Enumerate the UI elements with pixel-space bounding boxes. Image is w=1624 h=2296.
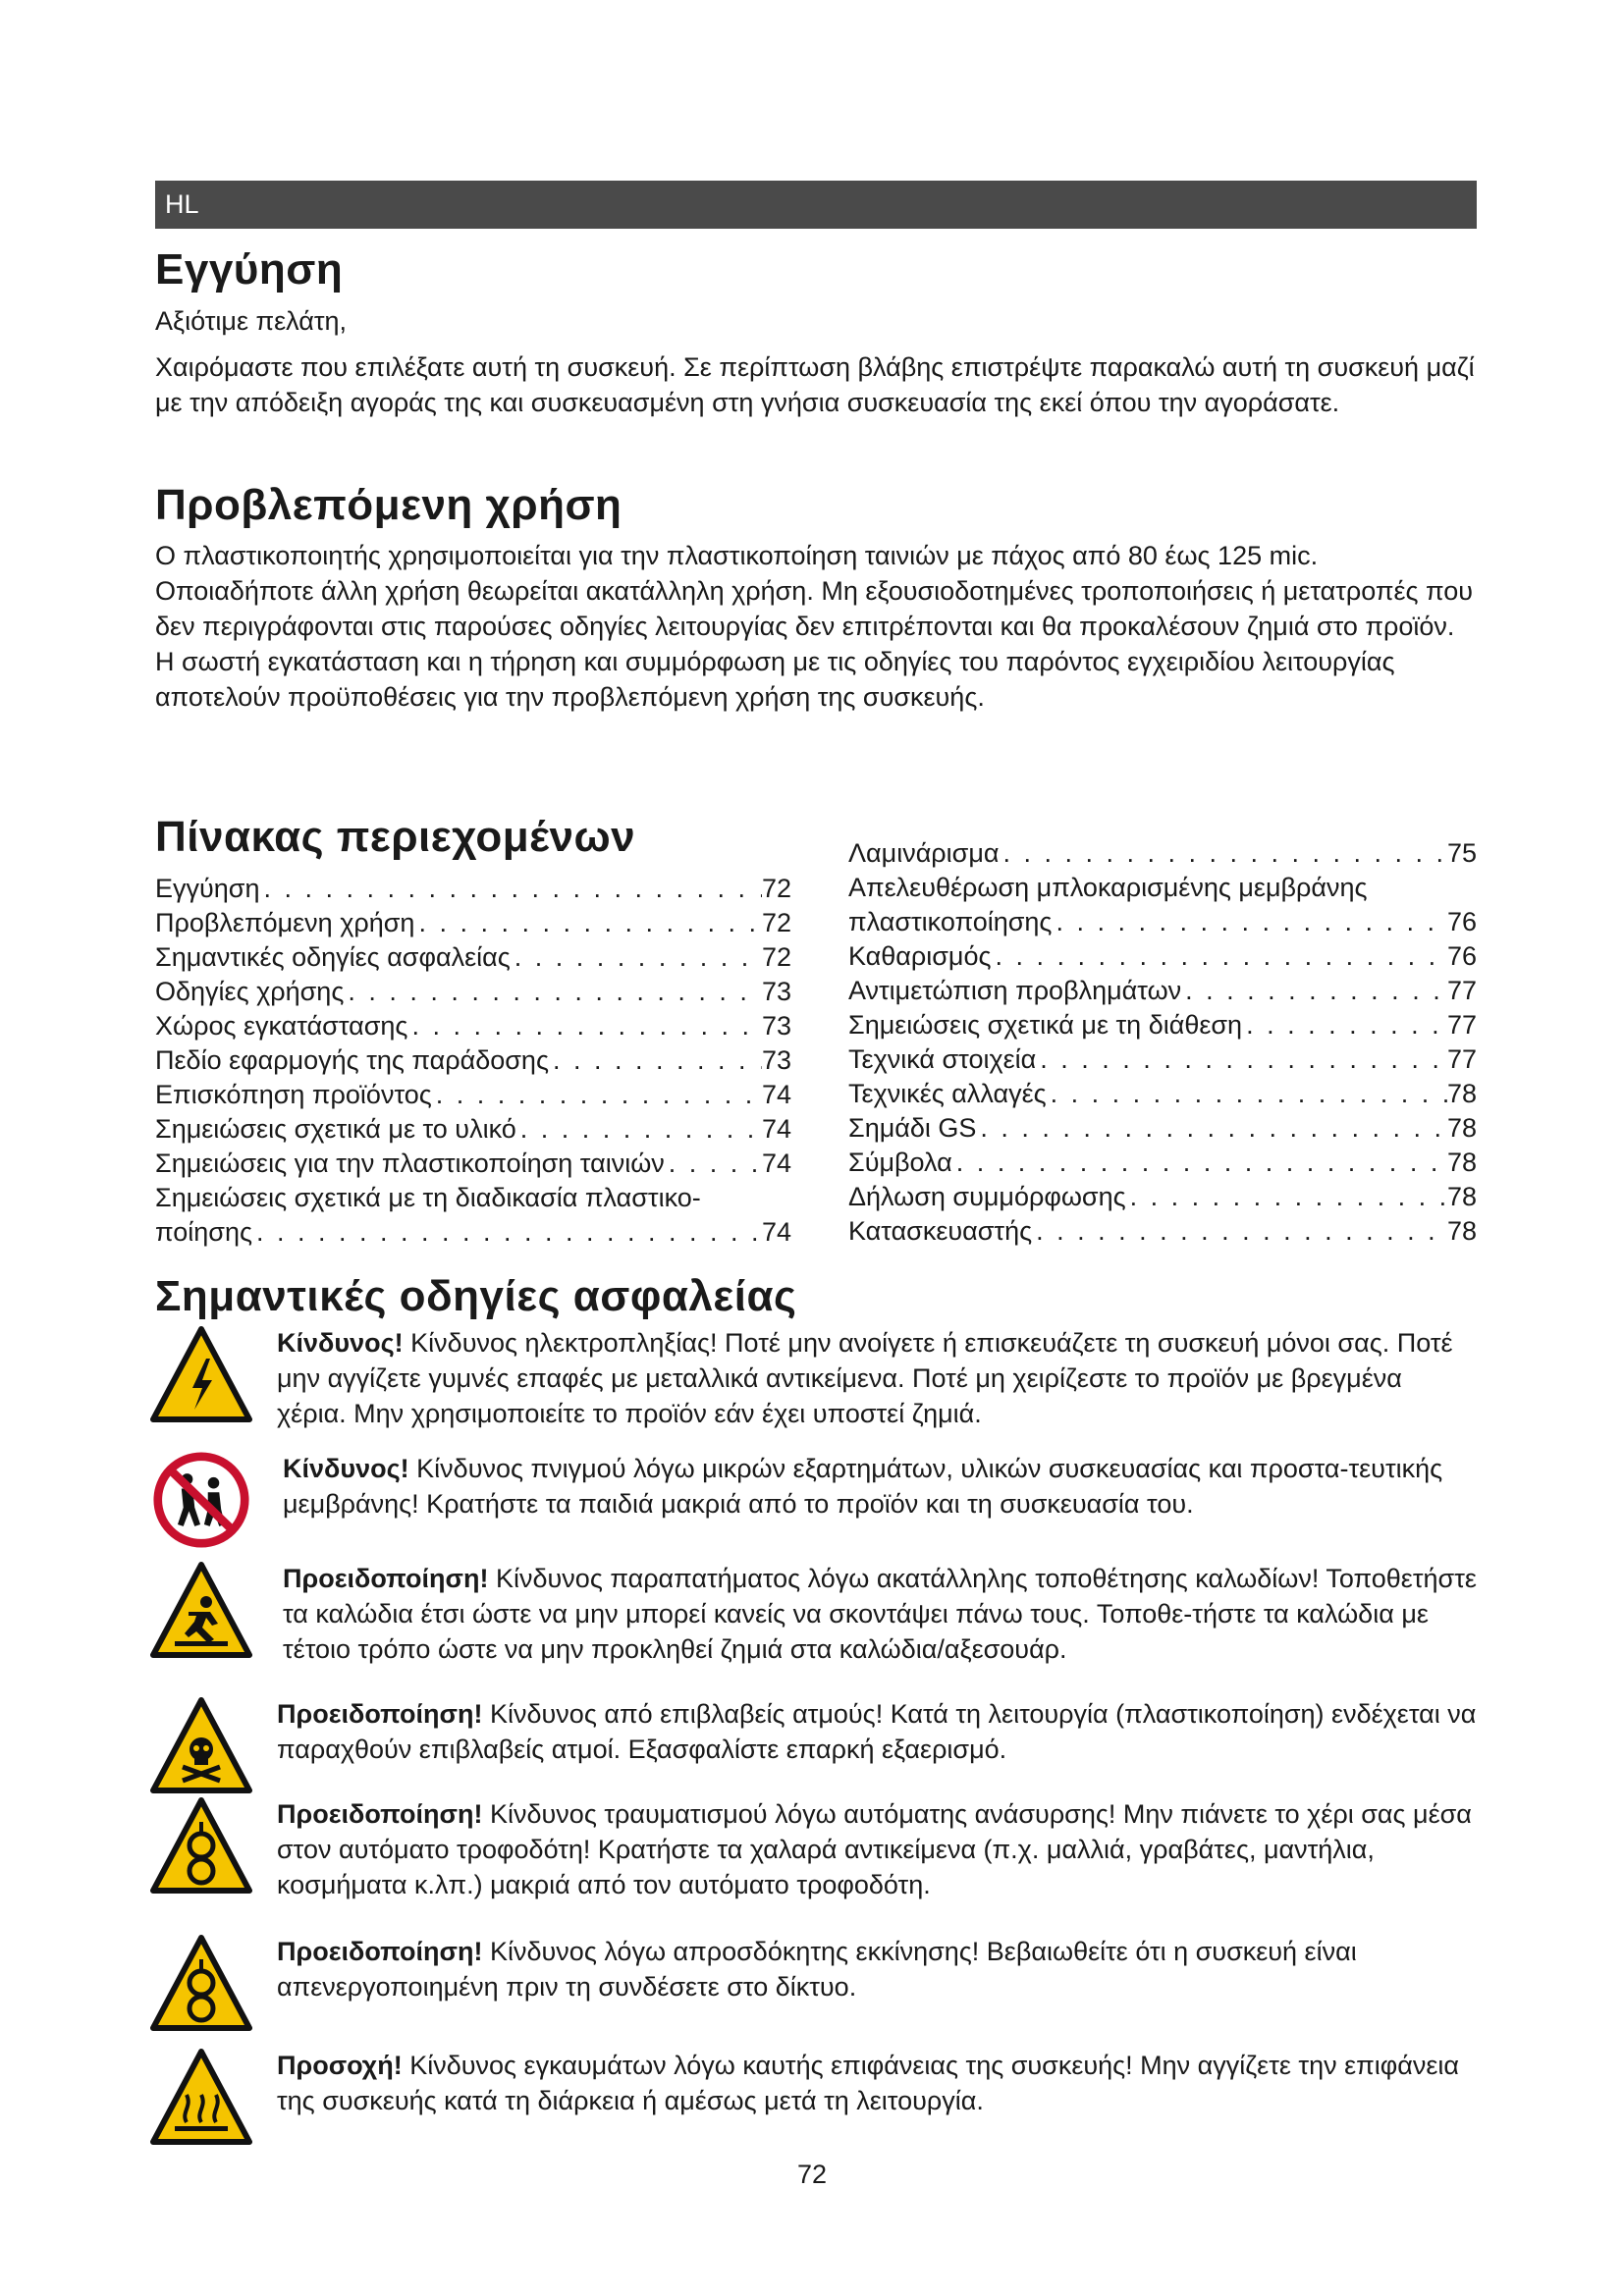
toc-entry[interactable]: Σημειώσεις σχετικά με το υλικό . . . 74 [155,1112,791,1147]
toc-entry[interactable]: Σημειώσεις για την πλαστικοποίηση ταινιών . . . 74 [155,1147,791,1181]
warning-text: Προσοχή! Κίνδυνος εγκαυμάτων λόγω καυτής επιφάνειας της συσκευής! Μην αγγίζετε την επιφάνεια της συσκευής κατά τη διάρκεια ή αμέσως μετά τη λειτουργία. [277,2051,1460,2115]
toc-entry[interactable]: Σημαντικές οδηγίες ασφαλείας . . . 72 [155,940,791,975]
toc-entry[interactable]: Καθαρισμός . . . 76 [848,939,1477,974]
page-number: 72 [796,2160,828,2189]
toc-entry[interactable]: Σημάδι GS . . . 78 [848,1111,1477,1146]
trip-hazard-warning-icon [149,1561,253,1659]
safety-warning-electric [149,1325,1479,1431]
language-code: HL [165,189,199,219]
toc-entry[interactable]: Τεχνικά στοιχεία . . . 77 [848,1042,1477,1077]
rollers-entanglement-warning-icon [149,1796,253,1895]
toc-entry[interactable]: Πεδίο εφαρμογής της παράδοσης . . . 73 [155,1043,791,1078]
warranty-greeting: Αξιότιμε πελάτη, [155,306,348,336]
toc-entry[interactable]: ποίησης . . . 74 [155,1215,791,1250]
no-children-prohibition-icon [149,1451,253,1549]
toc-entry[interactable]: Δήλωση συμμόρφωσης . . . 78 [848,1180,1477,1214]
warning-text: Προειδοποίηση! Κίνδυνος από επιβλαβείς ατμούς! Κατά τη λειτουργία (πλαστικοποίηση) ενδέχεται να παραχθούν επιβλαβείς ατμοί. Εξασφαλίστε επαρκή εξαερισμό. [277,1699,1477,1764]
toc-heading: Πίνακας περιεχομένων [155,813,636,861]
warning-text: Προειδοποίηση! Κίνδυνος παραπατήματος λόγω ακατάλληλης τοποθέτησης καλωδίων! Τοποθετήστε τα καλώδια έτσι ώστε να μην μπορεί κανείς να σκοντάψει πάνω τους. Τοποθε-τήστε τα καλώδια με τέτοιο τρόπο ώστε να μην προκληθεί ζημιά στα καλώδια/αξεσουάρ. [283,1564,1477,1664]
safety-warning-start [149,1934,1479,2032]
warning-text: Κίνδυνος! Κίνδυνος ηλεκτροπληξίας! Ποτέ μην ανοίγετε ή επισκευάζετε τη συσκευή μόνοι σας. Ποτέ μην αγγίζετε γυμνές επαφές με μεταλλικά αντικείμενα. Ποτέ μη χειρίζεστε το προϊόν με βρεγμένα χέρια. Μην χρησιμοποιείτε το προϊόν εάν έχει υποστεί ζημιά. [277,1328,1453,1428]
language-header-bar [155,181,1477,229]
toc-entry-line1[interactable]: Απελευθέρωση μπλοκαρισμένης μεμβράνης [848,873,1368,902]
warning-text: Προειδοποίηση! Κίνδυνος τραυματισμού λόγω αυτόματης ανάσυρσης! Μην πιάνετε το χέρι σας μέσα στον αυτόματο τροφοδότη! Κρατήστε τα χαλαρά αντικείμενα (π.χ. μαλλιά, γραβάτες, μαντήλια, κοσμήματα κ.λπ.) μακριά από τον αυτόματο τροφοδότη. [277,1799,1472,1899]
safety-warning-fumes [149,1696,1479,1794]
toc-entry[interactable]: Λαμινάρισμα . . . 75 [848,836,1477,871]
toc-entry[interactable]: Επισκόπηση προϊόντος . . . 74 [155,1078,791,1112]
toc-right-column [848,836,1477,1249]
safety-warning-trip [149,1561,1479,1667]
safety-warning-choking [149,1451,1479,1553]
warning-text: Κίνδυνος! Κίνδυνος πνιγμού λόγω μικρών εξαρτημάτων, υλικών συσκευασίας και προστα-τευτικής μεμβράνης! Κρατήστε τα παιδιά μακριά από το προϊόν και τη συσκευασία του. [283,1454,1443,1519]
warranty-heading: Εγγύηση [155,245,344,294]
safety-heading: Σημαντικές οδηγίες ασφαλείας [155,1272,797,1320]
electric-shock-warning-icon [149,1325,253,1423]
warranty-body: Χαιρόμαστε που επιλέξατε αυτή τη συσκευή. Σε περίπτωση βλάβης επιστρέψτε παρακαλώ αυτή τη συσκευή μαζί με την απόδειξη αγοράς της και συσκευασμένη στη γνήσια συσκευασία της εκεί όπου την αγοράσατε. [155,352,1475,417]
safety-warning-rollers [149,1796,1479,1898]
toc-entry[interactable]: Σημειώσεις σχετικά με τη διάθεση . . . 77 [848,1008,1477,1042]
toxic-fumes-warning-icon [149,1696,253,1794]
unexpected-start-warning-icon [149,1934,253,2032]
intended-use-heading: Προβλεπόμενη χρήση [155,481,623,529]
toc-entry[interactable]: Προβλεπόμενη χρήση . . . 72 [155,906,791,940]
warning-text: Προειδοποίηση! Κίνδυνος λόγω απροσδόκητης εκκίνησης! Βεβαιωθείτε ότι η συσκευή είναι απενεργοποιημένη πριν τη συνδέσετε στο δίκτυο. [277,1937,1357,2002]
hot-surface-warning-icon [149,2048,253,2146]
toc-entry[interactable]: Σύμβολα . . . 78 [848,1146,1477,1180]
toc-entry-line1[interactable]: Σημειώσεις σχετικά με τη διαδικασία πλαστικο- [155,1183,701,1212]
toc-entry[interactable]: Κατασκευαστής . . . 78 [848,1214,1477,1249]
toc-entry[interactable]: Αντιμετώπιση προβλημάτων . . . 77 [848,974,1477,1008]
toc-entry[interactable]: Τεχνικές αλλαγές . . . 78 [848,1077,1477,1111]
toc-entry[interactable]: Οδηγίες χρήσης . . . 73 [155,975,791,1009]
toc-entry[interactable]: Χώρος εγκατάστασης . . . 73 [155,1009,791,1043]
toc-entry[interactable]: πλαστικοποίησης . . . 76 [848,905,1477,939]
toc-left-column [155,872,791,1250]
safety-warning-hot-surface [149,2048,1479,2146]
intended-use-body: Ο πλαστικοποιητής χρησιμοποιείται για την πλαστικοποίηση ταινιών με πάχος από 80 έως 125 mic. Οποιαδήποτε άλλη χρήση θεωρείται ακατάλληλη χρήση. Μη εξουσιοδοτημένες τροποποιήσεις ή μετατροπές που δεν περιγράφονται στις παρούσες οδηγίες λειτουργίας δεν επιτρέπονται και θα προκαλέσουν ζημιά στο προϊόν. Η σωστή εγκατάσταση και η τήρηση και συμμόρφωση με τις οδηγίες του παρόντος εγχειριδίου λειτουργίας αποτελούν προϋποθέσεις για την προβλεπόμενη χρήση της συσκευής. [155,541,1474,712]
toc-entry[interactable]: Εγγύηση . . . 72 [155,872,791,906]
